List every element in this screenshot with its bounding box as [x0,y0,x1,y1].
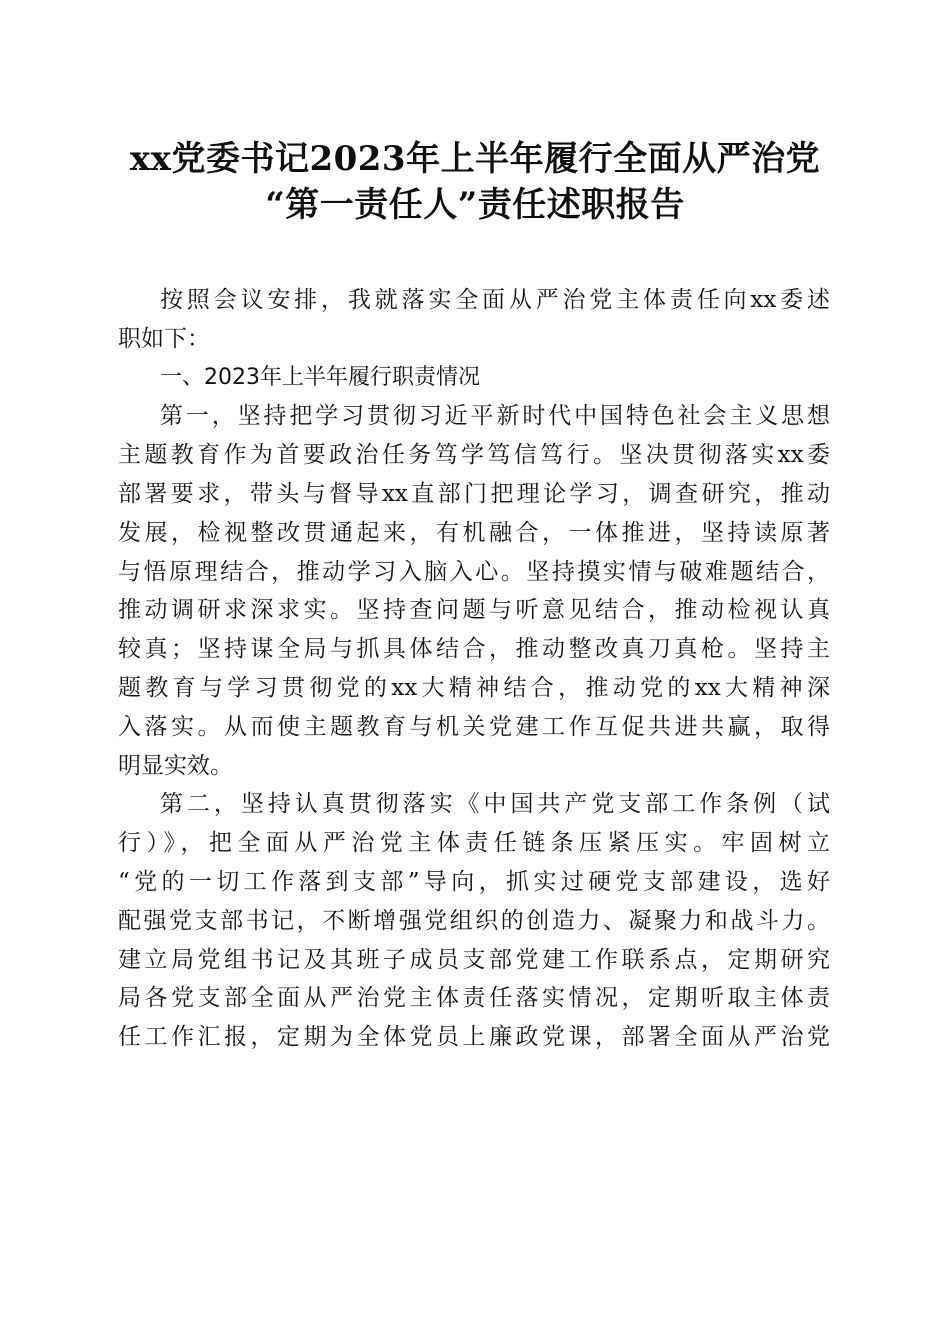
paragraph2-line-4: 配强党支部书记，不断增强党组织的创造力、凝聚力和战斗力。 [118,907,830,934]
title-line-2: “第一责任人”责任述职报告 [265,185,685,225]
paragraph2-line-5: 建立局党组书记及其班子成员支部党建工作联系点，定期研究 [118,946,830,973]
paragraph2-line-2: 行）》，把全面从严治党主体责任链条压紧压实。牢固树立 [118,830,830,857]
paragraph1-line-1: 第一，坚持把学习贯彻习近平新时代中国特色社会主义思想 [160,403,830,430]
paragraph2-line-7: 任工作汇报，定期为全体党员上廉政党课，部署全面从严治党 [118,1024,830,1051]
document-body [118,281,830,1057]
paragraph1-line-6: 推动调研求深求实。坚持查问题与听意见结合，推动检视认真 [118,597,830,624]
paragraph2-line-3: “党的一切工作落到支部”导向，抓实过硬党支部建设，选好 [118,868,830,895]
section-heading: 一、2023年上半年履行职责情况 [160,364,480,390]
paragraph1-line-9: 入落实。从而使主题教育与机关党建工作互促共进共赢，取得 [118,713,830,740]
paragraph2-line-1: 第二，坚持认真贯彻落实《中国共产党支部工作条例（试 [160,791,830,818]
paragraph2-line-6: 局各党支部全面从严治党主体责任落实情况，定期听取主体责 [118,985,830,1012]
paragraph1-line-4: 发展，检视整改贯通起来，有机融合，一体推进，坚持读原著 [118,519,830,546]
paragraph1-line-8: 题教育与学习贯彻党的xx大精神结合，推动党的xx大精神深 [118,674,830,701]
intro-line-2: 职如下： [118,325,210,352]
intro-line-1: 按照会议安排，我就落实全面从严治党主体责任向xx委述 [160,287,830,313]
paragraph1-line-10: 明显实效。 [118,752,233,779]
paragraph1-line-5: 与悟原理结合，推动学习入脑入心。坚持摸实情与破难题结合， [118,558,830,585]
paragraph1-line-7: 较真；坚持谋全局与抓具体结合，推动整改真刀真枪。坚持主 [118,636,830,663]
title-line-1: xx党委书记2023年上半年履行全面从严治党 [129,139,821,179]
paragraph1-line-3: 部署要求，带头与督导xx直部门把理论学习，调查研究，推动 [118,480,830,507]
document-title [60,136,890,228]
paragraph1-line-2: 主题教育作为首要政治任务笃学笃信笃行。坚决贯彻落实xx委 [118,442,830,469]
